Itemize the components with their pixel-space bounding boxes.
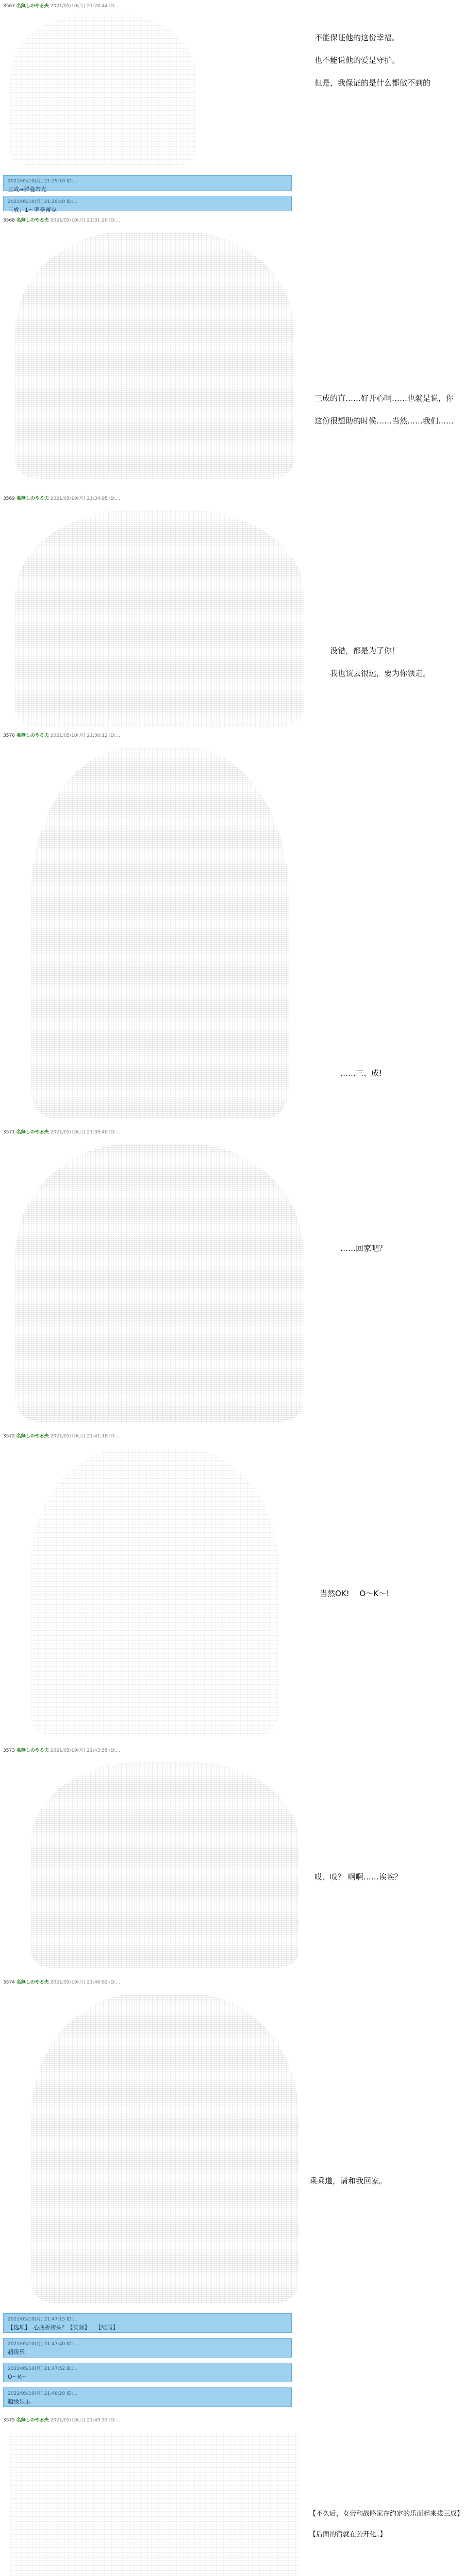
dialogue — [314, 21, 430, 100]
post-number: 3572 — [3, 1434, 15, 1439]
post-meta: 2021/05/10(月) 21:41:18 ID:... — [50, 1434, 120, 1439]
dialogue — [330, 634, 430, 690]
post-meta: 2021/05/10(月) 21:39:40 ID:... — [50, 1130, 120, 1135]
choice-meta: 2021/05/10(月) 21:48:20 ID:... — [8, 2391, 78, 2396]
choice-reply[interactable] — [3, 2313, 292, 2333]
dialogue — [314, 381, 454, 438]
post-meta: 2021/05/10(月) 21:49:33 ID:... — [50, 2418, 120, 2423]
post-author[interactable]: 名無しのやる夫 — [16, 1434, 49, 1439]
choice-meta: 2021/05/10(月) 21:47:40 ID:... — [8, 2342, 78, 2347]
dialogue-line: 三成的直……好开心啊……也就是说，你 — [314, 394, 454, 403]
dialogue-line: 这份很想助的时候……当然……我们…… — [314, 416, 454, 426]
dialogue-line: 但是，我保证的是什么都做不到的 — [314, 78, 431, 88]
choice-meta: 2021/05/10(月) 21:47:52 ID:... — [8, 2366, 78, 2371]
dialogue — [314, 1860, 402, 1894]
post-header — [3, 732, 120, 739]
post-meta: 2021/05/10(月) 21:31:20 ID:... — [50, 218, 120, 223]
choice-text: 【选项】 心底祈祷头？【实际】 【结局】 — [8, 2324, 119, 2331]
ascii-art-character — [31, 747, 289, 1118]
ascii-art-character — [31, 1762, 299, 1968]
post-header — [3, 2, 120, 9]
dialogue — [340, 1056, 382, 1090]
post-meta: 2021/05/10(月) 21:28:44 ID:... — [50, 4, 120, 9]
choice-reply[interactable] — [3, 2338, 292, 2358]
post-author[interactable]: 名無しのやる夫 — [16, 733, 49, 738]
choice-meta: 2021/05/10(月) 21:29:10 ID:... — [8, 179, 78, 184]
post-meta: 2021/05/10(月) 21:46:02 ID:... — [50, 1980, 120, 1985]
post-number: 3569 — [3, 496, 15, 501]
dialogue-line: 乘乘道，请和我回家。 — [309, 2176, 387, 2185]
choice-text: 超级乐乐 — [8, 2398, 30, 2405]
post-number: 3574 — [3, 1980, 15, 1985]
ascii-art-building — [10, 2432, 299, 2576]
post-header — [3, 2416, 120, 2424]
post-header — [3, 216, 120, 224]
post-meta: 2021/05/10(月) 21:36:12 ID:... — [50, 733, 120, 738]
dialogue-line: ……三、成! — [340, 1069, 383, 1078]
dialogue-line: 【不久后，女帝和战略家在约定的乐而起来拔三成】 — [309, 2510, 464, 2518]
dialogue-line: 不能保证他的这份幸福。 — [314, 33, 400, 42]
post-number: 3573 — [3, 1748, 15, 1753]
ascii-art-character — [31, 1448, 278, 1736]
dialogue — [309, 2499, 463, 2550]
choice-text: O～K～ — [8, 2374, 27, 2380]
ascii-art-character — [10, 15, 196, 165]
ascii-art-character — [15, 232, 294, 479]
dialogue-line: 没错，都是为了你！ — [330, 646, 400, 655]
post-header — [3, 495, 120, 502]
post-author[interactable]: 名無しのやる夫 — [16, 496, 49, 501]
post-author[interactable]: 名無しのやる夫 — [16, 1980, 49, 1985]
post-header — [3, 1978, 120, 1986]
ascii-art-character — [15, 510, 304, 726]
dialogue — [309, 2164, 387, 2198]
choice-text: 超级乐 — [8, 2349, 25, 2355]
dialogue-line: 我也该去很远，要为你领走。 — [330, 669, 431, 678]
post-author[interactable]: 名無しのやる夫 — [16, 1130, 49, 1135]
choice-reply[interactable] — [3, 196, 292, 211]
choice-reply[interactable] — [3, 175, 292, 191]
post-meta: 2021/05/10(月) 21:34:05 ID:... — [50, 496, 120, 501]
post-number: 3568 — [3, 218, 15, 223]
post-number: 3570 — [3, 733, 15, 738]
choice-text: 三成：1～罗曼蒂克 — [8, 207, 57, 213]
post-number: 3567 — [3, 4, 15, 9]
post-author[interactable]: 名無しのやる夫 — [16, 4, 49, 9]
dialogue-line: 也不能说他的爱是守护。 — [314, 56, 400, 65]
post-number: 3575 — [3, 2418, 15, 2423]
dialogue — [340, 1231, 387, 1265]
post-header — [3, 1128, 120, 1136]
dialogue-line: ……回家吧？ — [340, 1244, 387, 1253]
dialogue-line: 当然OK! O～K～! — [320, 1589, 390, 1598]
dialogue-line: 【后面的宿就在公开化。】 — [309, 2531, 387, 2538]
post-author[interactable]: 名無しのやる夫 — [16, 2418, 49, 2423]
post-header — [3, 1747, 120, 1754]
dialogue-line: 哎、哎？ 啊啊……诶诶？ — [314, 1872, 402, 1882]
choice-text: 三成→罗曼蒂克 — [8, 186, 47, 193]
choice-reply[interactable] — [3, 2387, 292, 2407]
ascii-art-character — [31, 1994, 299, 2303]
choice-meta: 2021/05/10(月) 21:47:15 ID:... — [8, 2317, 78, 2322]
post-author[interactable]: 名無しのやる夫 — [16, 1748, 49, 1753]
post-header — [3, 1432, 120, 1439]
choice-reply[interactable] — [3, 2363, 292, 2382]
ascii-art-character — [15, 1144, 304, 1422]
dialogue — [320, 1577, 389, 1611]
post-number: 3571 — [3, 1130, 15, 1135]
post-author[interactable]: 名無しのやる夫 — [16, 218, 49, 223]
post-meta: 2021/05/10(月) 21:43:55 ID:... — [50, 1748, 120, 1753]
choice-meta: 2021/05/10(月) 21:29:40 ID:... — [8, 199, 78, 205]
